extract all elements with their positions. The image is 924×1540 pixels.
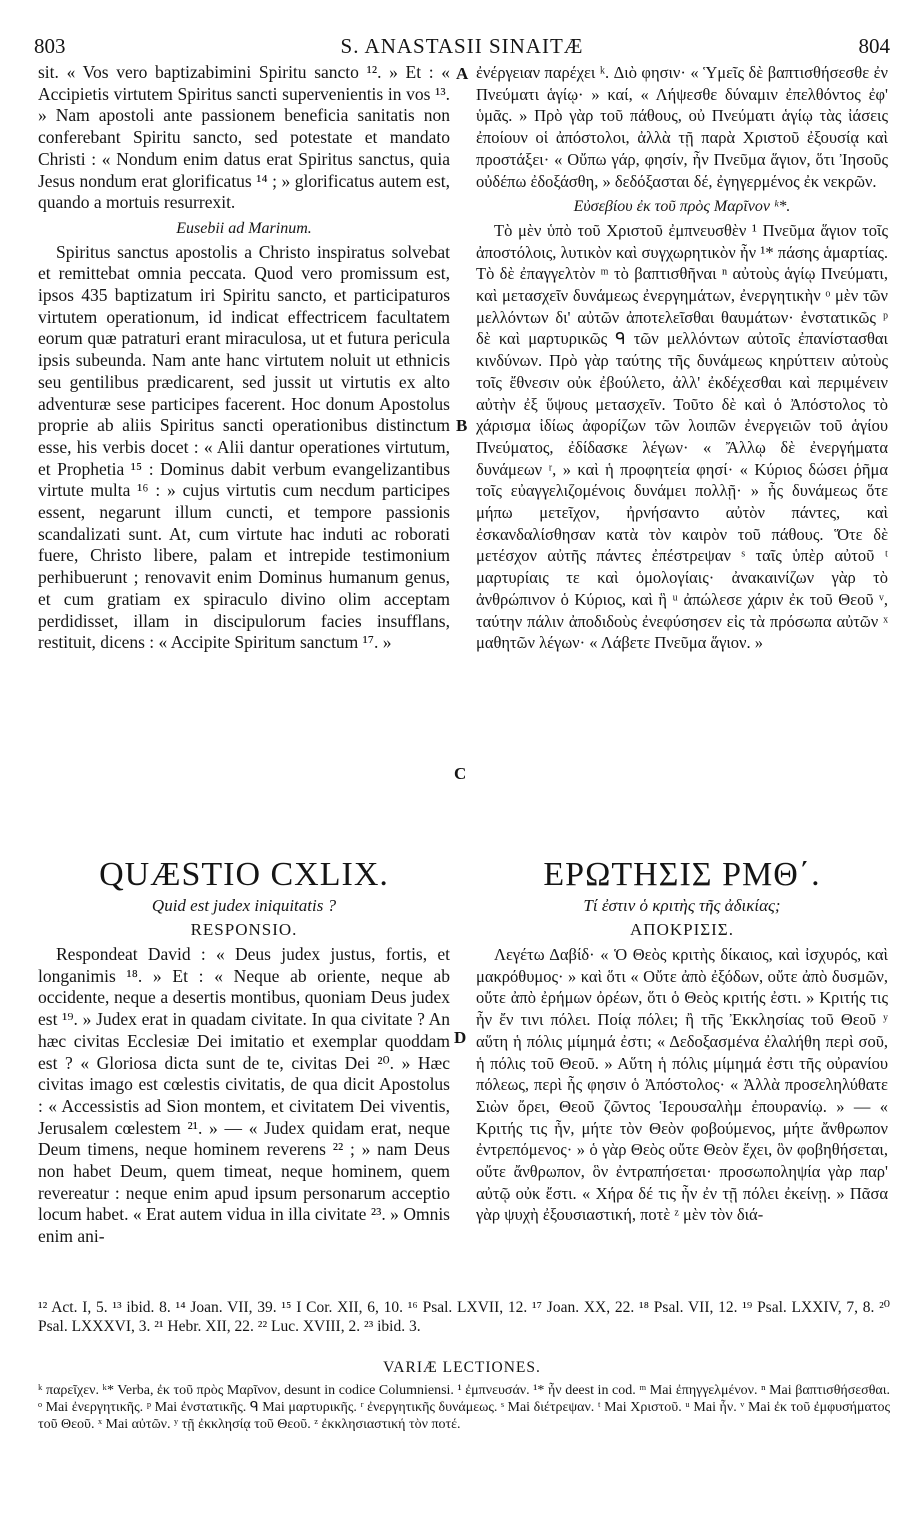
greek-paragraph: Τὸ μὲν ὑπὸ τοῦ Χριστοῦ ἐμπνευσθὲν ¹ Πνεῦμα ἅγιον τοῖς ἀποστόλοις, λυτικὸν καὶ συγχωρητικὸν ἦν ¹* πάσης ἁμαρτίας. Τὸ δὲ ἐπαγγελτὸν ᵐ τὸ βαπτισθῆναι ⁿ αὐτοὺς ἁγίῳ Πνεύματι, καὶ μετασχεῖν δυνάμεως ἐνεργημάτων, ἐνεργητικὴν ᵒ μὲν τῶν μελλόντων δι' αὐτῶν ἀποτελεῖσθαι θαυμάτων· ἐνστατικῶς ᵖ δὲ καὶ μαρτυρικῶς ᑫ τῶν μελλόντων αὐτοῖς ἐπανίστασθαι κινδύνων. Πρὸ γὰρ ταύτης τῆς δυνάμεως κηρύττειν αὐτοὺς τοῖς ἔθνεσιν οὐκ ἐβούλετο, ἀλλ' ἐκδέχεσθαι καὶ περιμένειν αὐτὴν ἐξ ὕψους μετασχεῖν. Τοῦτο δὲ καὶ ὁ Ἀπόστολος τὸ χάρισμα ἰδίως ἀφορίζων τῶν λοιπῶν ἐνεργειῶν τοῦ ἁγίου Πνεύματος, ἐδίδασκε λέγων· « Ἄλλῳ δὲ ἐνεργήματα δυνάμεων ʳ, » καὶ ἡ προφητεία φησί· « Κύριος δώσει ῥῆμα τοῖς εὐαγγελιζομένοις δυνάμει πολλῇ· » ἧς δυνάμεως ὅτε μήπω μετεῖχον, ἠρνήσαντο αὐτὸν πάντες, καὶ ἐσκανδαλίσθησαν κατὰ τὸν καιρὸν τοῦ πάθους. Ὅτε δὲ μετέσχον αὐτῆς πάντες ἐπέστρεψαν ˢ ταῖς ὑπὲρ αὐτοῦ ᵗ μαρτυρίαις τε καὶ ὁμολογίαις· ἀνακαινίζων γὰρ τὸ ἀνθρώπινον ὁ Κύριος, καὶ ἣ ᵘ ἀπώλεσε χάριν ἐκ τοῦ Θεοῦ ᵛ, ταύτην πάλιν ἀποδιδοὺς ἐνεφύσησεν εἰς τὰ πρόσωπα αὐτῶν ˣ μαθητῶν λέγων· « Λάβετε Πνεῦμα ἅγιον. »: [476, 220, 888, 653]
latin-column-bottom: [38, 944, 450, 1246]
response-heading-latin: RESPONSIO.: [190, 920, 298, 939]
latin-section-title: Eusebii ad Marinum.: [176, 219, 312, 237]
margin-letter-b: B: [456, 416, 468, 435]
footnotes-text: ¹² Act. I, 5. ¹³ ibid. 8. ¹⁴ Joan. VII, 39. ¹⁵ I Cor. XII, 6, 10. ¹⁶ Psal. LXVII, 12. ¹⁷ Joan. XX, 22. ¹⁸ Psal. VII, 12. ¹⁹ Psal. LXXIV, 7, 8. ²⁰ Psal. LXXXVI, 3. ²¹ Hebr. XII, 22. ²² Luc. XVIII, 2. ²³ ibid. 3.: [38, 1299, 890, 1335]
margin-letter-a: A: [456, 64, 469, 83]
greek-response-body: Λεγέτω Δαβίδ· « Ὁ Θεὸς κριτὴς δίκαιος, καὶ ἰσχυρός, καὶ μακρόθυμος· » καὶ ὅτι « Οὔτε ἀπὸ ἐξόδων, οὔτε ἀπὸ δυσμῶν, οὔτε ἀπὸ ἐρήμων ὀρέων, ὅτι ὁ Θεὸς κριτής ἐστι. » Κριτής τις ἦν ἔν τινι πόλει. Ποίᾳ πόλει; ἢ τῆς Ἐκκλησίας τοῦ Θεοῦ ʸ αὕτη ἡ πόλις μίμημά ἐστι; « Δεδοξασμένα ἐλαλήθη περὶ σοῦ, ἡ πόλις τοῦ Θεοῦ. » Αὕτη ἡ πόλις μίμημά ἐστι τῆς οὐρανίου πόλεως, περὶ ἧς φησιν ὁ Ἀπόστολος· « Ἀλλὰ προσεληλύθατε Σιὼν ὄρει, Θεοῦ ζῶντος Ἱερουσαλὴμ ἐπουρανίῳ. » — « Κριτής τις ἦν, μήτε τὸν Θεὸν φοβούμενος, μήτε ἄνθρωπον ἐντρεπόμενος· » ὁ γὰρ Θεὸς οὔτε Θεὸν ἔχει, ὃν φοβηθήσεται, οὔτε ἄνθρωπον, ὃν ἐντραπήσεται· προσωποληψία γὰρ παρ' αὐτῷ οὐκ ἔστι. « Χήρα δέ τις ἦν ἐν τῇ πόλει ἐκείνῃ. » Πᾶσα γὰρ ψυχὴ ἐξουσιαστική, ποτὲ ᶻ μὲν τὸν διά-: [476, 945, 888, 1225]
latin-paragraph: Spiritus sanctus apostolis a Christo inspiratus solvebat et remittebat omnia peccata. Quod vero promissum est, ipsos 435 baptizatum iri Spiritu sancto, et participaturos virtutem operationum, id indicat effectricem facultatem eorum quæ patraturi erant miraculosa, ut et futura pericula ipsis subeunda. Nam ante hanc virtutem noluit ut ethnicis seu gentilibus prædicarent, sed jussit ut virtutis ex alto adventuræ sese participes facerent. Hoc donum Apostolus proprie ab aliis Spiritus sancti operationibus distinctum esse, his verbis docet : « Alii dantur operationes virtutum, et Prophetia ¹⁵ : Dominus dabit verbum evangelizantibus virtute multa ¹⁶ : » cujus virtutis cum necdum participes essent, negarunt illum cuncti, et tempore passionis scandalizati sunt. At, cum virtute hac induti ac roborati fuere, Christo libere, palam et intrepide testimonium perhibuerunt ; renovavit enim Dominus humanum genus, et cum gratiam ex spiraculo divino olim acceptam perdidisset, illam in discipulorum facies insufflans, restituit, dicens : « Accipite Spiritum sanctum ¹⁷. »: [38, 241, 450, 653]
latin-paragraph: sit. « Vos vero baptizabimini Spiritu sancto ¹². » Et : « Accipietis virtutem Spiritus sancti supervenientis in vos ¹³. » Nam apostoli ante passionem beneficia sanitatis non conferebant Spiritu sancto, sed potestate et mandato Christi : « Nondum enim datus erat Spiritus sanctus, quia Jesus nondum erat glorificatus ¹⁴ ; » glorificatus autem est, quando a mortuis resurrexit.: [38, 62, 450, 213]
latin-column-top: [38, 62, 450, 840]
response-heading-greek: ΑΠΟΚΡΙΣΙΣ.: [630, 920, 734, 939]
variae-lectiones-text: ᵏ παρεῖχεν. ᵏ* Verba, ἐκ τοῦ πρὸς Μαρῖνον, desunt in codice Columniensi. ¹ ἐμπνευσάν. ¹* ἦν deest in cod. ᵐ Mai ἐπηγγελμένον. ⁿ Mai βαπτισθήσεσθαι. ᵒ Mai ἐνεργητικῆς. ᵖ Mai ἐνστατικῆς. ᑫ Mai μαρτυρικῆς. ʳ ἐνεργητικῆς δυνάμεως. ˢ Mai διέτρεψαν. ᵗ Mai Χριστοῦ. ᵘ Mai ἦν. ᵛ Mai ἐκ τοῦ ἐμφυσήματος τοῦ Θεοῦ. ˣ Mai αὐτῶν. ʸ τῇ ἐκκλησίᾳ τοῦ Θεοῦ. ᶻ ἐκκλησιαστική τὸν ποτέ.: [38, 1383, 890, 1432]
variae-lectiones-title: VARIÆ LECTIONES.: [383, 1359, 541, 1376]
page-header: [34, 34, 890, 62]
greek-column-top: [476, 62, 888, 840]
question-title-greek: ΕΡΩΤΗΣΙΣ ΡΜΘ΄.: [543, 856, 821, 893]
running-title: S. ANASTASII SINAITÆ: [340, 34, 584, 58]
greek-column-bottom: [476, 944, 888, 1246]
footnotes: [38, 1298, 890, 1336]
variae-lectiones: [38, 1382, 890, 1433]
question-title-latin: QUÆSTIO CXLIX.: [99, 856, 389, 893]
latin-response-body: Respondeat David : « Deus judex justus, fortis, et longanimis ¹⁸. » Et : « Neque ab oriente, neque ab occidente, neque a desertis montibus, quoniam Deus judex est ¹⁹. » Judex erat in quadam civitate. In qua civitate ? An hæc civitas Ecclesiæ Dei imitatio et exemplar quoddam est ? « Gloriosa dicta sunt de te, civitas Dei ²⁰. » Hæc civitas imago est cœlestis civitatis, de qua dicit Apostolus : « Accessistis ad Sion montem, et civitatem Dei viventis, Jerusalem cœlestem ²¹. » — « Judex quidam erat, neque Deum timens, neque hominem reverens ²² ; » nam Deus non habet Deum, quem timeat, neque hominem, quem revereatur : neque enim apud ipsum personarum acceptio locum habet. « Erat autem vidua in illa civitate ²³. » Omnis enim ani-: [38, 944, 450, 1246]
page-number-right: 804: [858, 34, 890, 58]
margin-letter-d: D: [454, 1028, 467, 1047]
page-number-left: 803: [34, 34, 66, 58]
margin-letter-c: C: [454, 764, 467, 783]
question-subtitle-greek: Τί ἐστιν ὁ κριτὴς τῆς ἀδικίας;: [583, 896, 781, 915]
greek-paragraph: ἐνέργειαν παρέχει ᵏ. Διὸ φησιν· « Ὑμεῖς δὲ βαπτισθήσεσθε ἐν Πνεύματι ἁγίῳ· » καί, « Λήψεσθε δύναμιν ἐπελθόντος ἐφ' ὑμᾶς. » Πρὸ γὰρ τοῦ πάθους, οὐ Πνεύματι ἁγίῳ τὰς ἰάσεις ἐποίουν οἱ ἀπόστολοι, ἀλλὰ τῇ παρὰ Χριστοῦ ἐξουσίᾳ καὶ προστάξει· « Οὔπω γάρ, φησίν, ἦν Πνεῦμα ἅγιον, ὅτι Ἰησοῦς οὐδέπω ἐδοξάσθη, » δεδόξασται δέ, ἐγηγερμένος ἐκ νεκρῶν.: [476, 63, 888, 191]
question-subtitle-latin: Quid est judex iniquitatis ?: [151, 896, 337, 915]
greek-section-title: Εὐσεβίου ἐκ τοῦ πρὸς Μαρῖνον ᵏ*.: [573, 198, 791, 216]
